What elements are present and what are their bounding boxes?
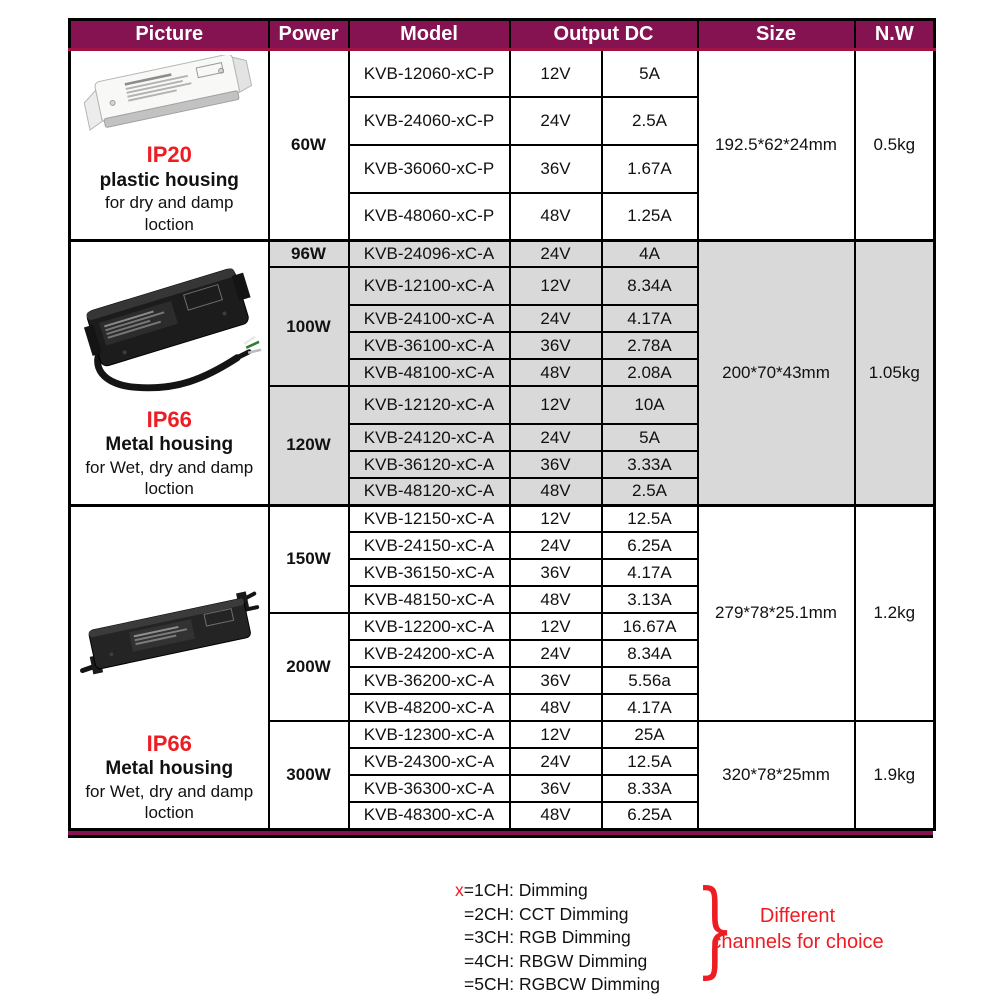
channel-variable-x: x [455,880,464,900]
model-cell: KVB-12100-xC-A [349,267,510,305]
col-header-nw: N.W [855,20,935,50]
model-cell: KVB-48300-xC-A [349,802,510,829]
model-cell: KVB-12150-xC-A [349,505,510,532]
voltage-cell: 24V [510,532,602,559]
current-cell: 5.56a [602,667,698,694]
model-cell: KVB-36200-xC-A [349,667,510,694]
model-cell: KVB-12120-xC-A [349,386,510,424]
note-line-2: channels for choice [711,931,884,953]
power-cell: 200W [269,613,349,721]
current-cell: 8.34A [602,267,698,305]
current-cell: 16.67A [602,613,698,640]
current-cell: 1.25A [602,193,698,241]
table-row [70,505,935,532]
size-cell: 320*78*25mm [698,721,855,829]
legend-line: x=1CH: Dimming [455,880,588,900]
model-cell: KVB-24120-xC-A [349,424,510,451]
housing-type: Metal housing [105,434,234,456]
location-note-line2: loction [144,479,194,499]
power-cell: 150W [269,505,349,613]
model-cell: KVB-24096-xC-A [349,240,510,267]
model-cell: KVB-36120-xC-A [349,451,510,478]
size-cell: 279*78*25.1mm [698,505,855,721]
ip-rating: IP20 [146,142,192,167]
location-note-line1: for dry and damp [104,193,234,213]
current-cell: 12.5A [602,505,698,532]
brace-decoration: } [695,867,735,989]
voltage-cell: 12V [510,721,602,748]
voltage-cell: 36V [510,332,602,359]
current-cell: 1.67A [602,145,698,193]
spec-table [68,18,936,831]
current-cell: 6.25A [602,802,698,829]
voltage-cell: 36V [510,145,602,193]
power-cell: 96W [269,240,349,267]
housing-type: Metal housing [105,758,234,780]
picture-cell [70,505,269,829]
voltage-cell: 24V [510,748,602,775]
voltage-cell: 36V [510,775,602,802]
model-cell: KVB-24150-xC-A [349,532,510,559]
current-cell: 4A [602,240,698,267]
model-cell: KVB-36100-xC-A [349,332,510,359]
table-row [70,240,935,267]
model-cell: KVB-48150-xC-A [349,586,510,613]
voltage-cell: 48V [510,586,602,613]
power-cell: 300W [269,721,349,829]
power-cell: 120W [269,386,349,505]
current-cell: 8.33A [602,775,698,802]
voltage-cell: 24V [510,97,602,145]
picture-content [71,507,268,828]
col-header-power: Power [269,20,349,50]
location-note-line2: loction [144,803,194,823]
weight-cell: 0.5kg [855,50,935,241]
black-metal-driver-photo [75,246,263,406]
current-cell: 3.13A [602,586,698,613]
voltage-cell: 12V [510,505,602,532]
picture-cell [70,50,269,241]
model-cell: KVB-24100-xC-A [349,305,510,332]
table-row [70,50,935,98]
white-plastic-driver-photo [75,55,263,141]
current-cell: 4.17A [602,694,698,721]
model-cell: KVB-48200-xC-A [349,694,510,721]
model-cell: KVB-48060-xC-P [349,193,510,241]
legend-line: =4CH: RBGW Dimming [464,950,648,971]
location-note-line2: loction [144,214,194,234]
model-cell: KVB-12060-xC-P [349,50,510,98]
current-cell: 8.34A [602,640,698,667]
weight-cell: 1.05kg [855,240,935,505]
current-cell: 5A [602,50,698,98]
channel-legend [455,879,660,997]
picture-cell [70,240,269,505]
voltage-cell: 36V [510,451,602,478]
model-cell: KVB-36060-xC-P [349,145,510,193]
current-cell: 10A [602,386,698,424]
header-row [70,20,935,50]
voltage-cell: 12V [510,386,602,424]
voltage-cell: 36V [510,667,602,694]
housing-type: plastic housing [99,169,239,191]
size-cell: 200*70*43mm [698,240,855,505]
table-bottom-accent-bar [68,831,933,838]
current-cell: 6.25A [602,532,698,559]
model-cell: KVB-24300-xC-A [349,748,510,775]
current-cell: 4.17A [602,305,698,332]
ip-rating: IP66 [146,730,192,756]
model-cell: KVB-24200-xC-A [349,640,510,667]
col-header-picture: Picture [70,20,269,50]
col-header-size: Size [698,20,855,50]
current-cell: 2.5A [602,478,698,505]
picture-content [71,51,268,239]
current-cell: 4.17A [602,559,698,586]
current-cell: 5A [602,424,698,451]
voltage-cell: 48V [510,478,602,505]
size-cell: 192.5*62*24mm [698,50,855,241]
location-note-line1: for Wet, dry and damp [85,782,254,801]
voltage-cell: 12V [510,613,602,640]
current-cell: 2.08A [602,359,698,386]
power-cell: 100W [269,267,349,386]
model-cell: KVB-36300-xC-A [349,775,510,802]
current-cell: 2.5A [602,97,698,145]
weight-cell: 1.2kg [855,505,935,721]
voltage-cell: 48V [510,359,602,386]
legend-line: =2CH: CCT Dimming [464,903,629,924]
spec-table-block [68,18,933,838]
note-line-1: Different [759,905,836,927]
picture-content [71,242,268,504]
channels-note [700,903,895,955]
voltage-cell: 48V [510,193,602,241]
current-cell: 3.33A [602,451,698,478]
model-cell: KVB-12300-xC-A [349,721,510,748]
legend-line: =5CH: RGBCW Dimming [464,974,660,994]
weight-cell: 1.9kg [855,721,935,829]
power-cell: 60W [269,50,349,241]
voltage-cell: 48V [510,694,602,721]
model-cell: KVB-24060-xC-P [349,97,510,145]
ip-rating: IP66 [146,406,192,432]
black-metal-driver-long-photo [75,540,263,730]
voltage-cell: 24V [510,424,602,451]
legend-line: =3CH: RGB Dimming [464,927,631,947]
voltage-cell: 12V [510,50,602,98]
current-cell: 25A [602,721,698,748]
model-cell: KVB-36150-xC-A [349,559,510,586]
current-cell: 2.78A [602,332,698,359]
voltage-cell: 48V [510,802,602,829]
location-note-line1: for Wet, dry and damp [85,458,254,477]
voltage-cell: 24V [510,240,602,267]
voltage-cell: 24V [510,305,602,332]
voltage-cell: 36V [510,559,602,586]
model-cell: KVB-48120-xC-A [349,478,510,505]
voltage-cell: 12V [510,267,602,305]
model-cell: KVB-12200-xC-A [349,613,510,640]
voltage-cell: 24V [510,640,602,667]
current-cell: 12.5A [602,748,698,775]
col-header-model: Model [349,20,510,50]
col-header-output-dc: Output DC [510,20,698,50]
model-cell: KVB-48100-xC-A [349,359,510,386]
